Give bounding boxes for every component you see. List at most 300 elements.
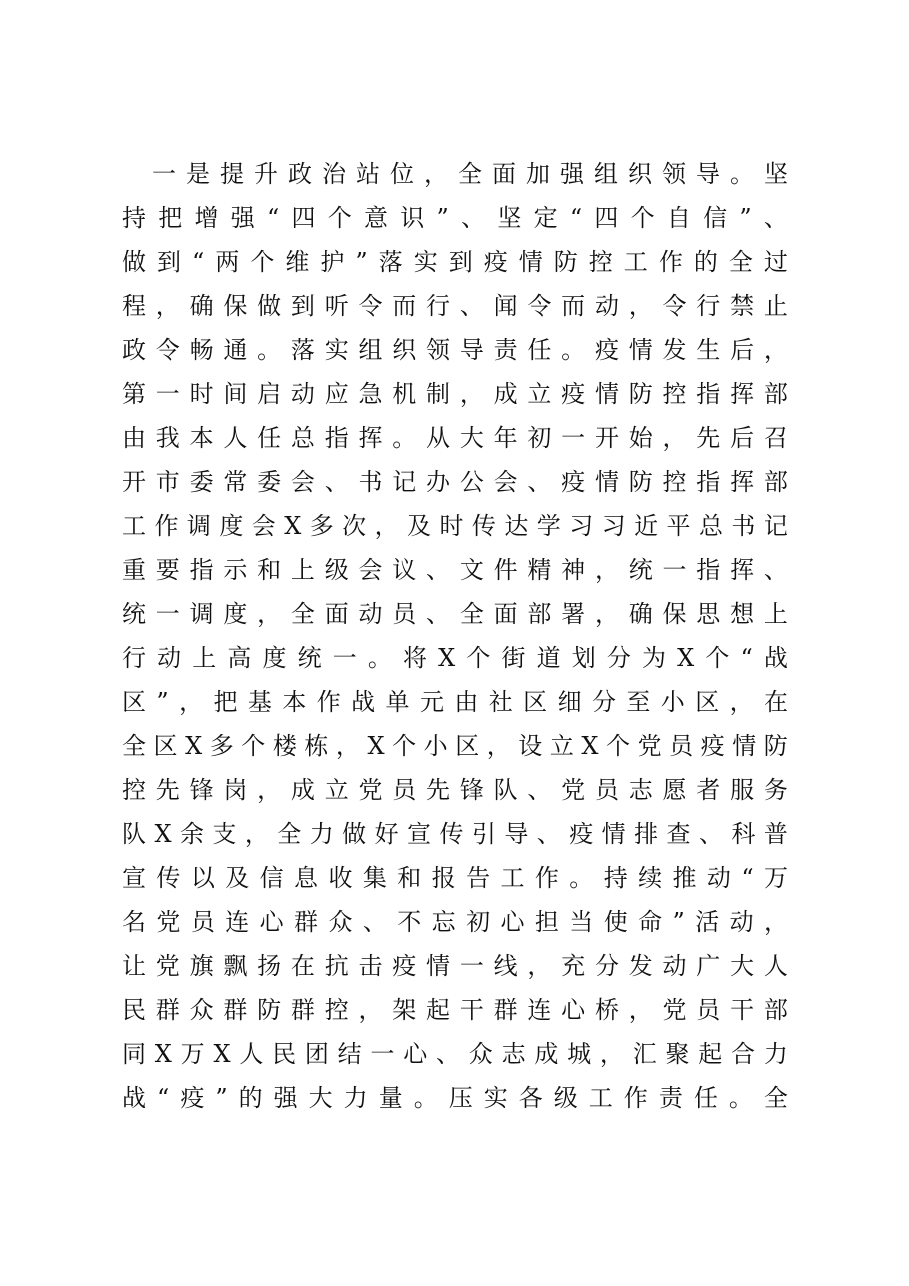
text-glyph: 市 (155, 468, 180, 496)
text-glyph: 个 (466, 644, 491, 672)
text-glyph: 情 (628, 336, 653, 364)
text-glyph: 导 (504, 820, 529, 848)
text-glyph: 干 (730, 996, 755, 1024)
text-glyph: 挥 (730, 380, 755, 408)
text-glyph: 志 (501, 1040, 526, 1068)
text-glyph: 作 (316, 688, 341, 716)
text-glyph: 的 (693, 248, 718, 276)
text-glyph: 扬 (257, 952, 282, 980)
text-glyph: 工 (623, 248, 648, 276)
text-glyph: 后 (730, 424, 755, 452)
text-glyph: ， (179, 688, 204, 716)
paragraph-line (122, 680, 788, 724)
text-glyph: 会 (290, 468, 315, 496)
text-glyph: X (154, 1040, 172, 1068)
text-glyph: 指 (696, 468, 721, 496)
text-glyph: 众 (468, 1040, 493, 1068)
text-glyph: 当 (569, 908, 594, 936)
text-glyph: 疫 (561, 380, 586, 408)
text-glyph: 面 (492, 160, 516, 188)
text-glyph: 一 (561, 424, 586, 452)
text-glyph: 挥 (730, 468, 755, 496)
text-glyph: 令 (662, 292, 687, 320)
text-glyph: 细 (557, 688, 582, 716)
text-glyph: 禁 (730, 292, 755, 320)
text-glyph: 位 (390, 160, 414, 188)
text-glyph: 起 (698, 1040, 723, 1068)
text-glyph: 、 (459, 292, 484, 320)
text-glyph: 服 (730, 776, 755, 804)
text-glyph: 召 (763, 424, 788, 452)
text-glyph: 大 (730, 952, 755, 980)
text-glyph: 调 (189, 600, 214, 628)
text-glyph: 急 (358, 380, 383, 408)
text-glyph: 桥 (594, 996, 619, 1024)
text-glyph: 作 (623, 1084, 648, 1112)
text-glyph: 任 (527, 336, 552, 364)
text-glyph: 党 (155, 952, 180, 980)
text-glyph: ” (672, 908, 685, 936)
text-glyph: “ (740, 644, 753, 672)
text-glyph: ” (215, 1084, 228, 1112)
text-glyph: ， (763, 336, 788, 364)
text-glyph: 是 (186, 160, 210, 188)
text-glyph: 近 (634, 512, 659, 540)
text-glyph: 疫 (561, 468, 586, 496)
text-glyph: 行 (122, 644, 146, 672)
text-glyph: 员 (392, 600, 417, 628)
text-glyph: 情 (732, 732, 757, 760)
text-glyph: 区 (122, 688, 146, 716)
text-glyph: 一 (152, 160, 176, 188)
text-glyph: 先 (696, 424, 721, 452)
text-glyph: 实 (483, 1084, 508, 1112)
text-glyph: 多 (309, 512, 334, 540)
text-glyph: 度 (223, 600, 248, 628)
text-glyph: 疫 (594, 336, 619, 364)
text-glyph: 织 (392, 336, 417, 364)
text-glyph: 始 (628, 424, 653, 452)
text-glyph: 信 (259, 864, 284, 892)
text-glyph: 基 (247, 688, 272, 716)
text-glyph: 愿 (662, 776, 687, 804)
text-glyph: 总 (698, 512, 723, 540)
text-glyph: 部 (763, 996, 788, 1024)
text-glyph: 站 (356, 160, 380, 188)
text-glyph: 连 (225, 908, 250, 936)
text-glyph: 想 (730, 600, 755, 628)
text-glyph: 群 (294, 908, 319, 936)
text-glyph: 岗 (223, 776, 248, 804)
text-glyph: 控 (122, 776, 146, 804)
text-glyph: 栋 (304, 732, 329, 760)
text-glyph: ， (374, 512, 399, 540)
text-glyph: 战 (122, 1084, 146, 1112)
paragraph-line (122, 724, 788, 768)
text-glyph: 令 (527, 292, 552, 320)
text-glyph: 分 (591, 688, 616, 716)
text-glyph: 本 (282, 688, 307, 716)
text-glyph: 心 (259, 908, 284, 936)
text-glyph: 击 (358, 952, 383, 980)
text-glyph: 力 (309, 820, 334, 848)
paragraph-line (122, 196, 788, 240)
text-glyph: 全 (277, 820, 302, 848)
text-glyph: 。 (413, 1084, 438, 1112)
text-glyph: 责 (493, 336, 518, 364)
text-glyph: 防 (763, 732, 788, 760)
text-glyph: 至 (626, 688, 651, 716)
text-glyph: 达 (504, 512, 529, 540)
text-glyph: 各 (518, 1084, 543, 1112)
text-glyph: 员 (594, 776, 619, 804)
text-glyph: 四 (291, 204, 316, 232)
text-glyph: 志 (628, 776, 653, 804)
text-glyph: 党 (662, 996, 687, 1024)
text-glyph: 保 (662, 600, 687, 628)
text-glyph: 续 (638, 864, 663, 892)
text-glyph: 。 (367, 644, 392, 672)
text-glyph: 民 (122, 996, 146, 1024)
text-glyph: 高 (227, 644, 252, 672)
text-glyph: 、 (324, 468, 349, 496)
text-glyph: 年 (493, 424, 518, 452)
text-glyph: ， (594, 556, 619, 584)
text-glyph: 传 (471, 512, 496, 540)
text-glyph: 告 (466, 864, 491, 892)
text-glyph: 。 (569, 864, 594, 892)
text-glyph: ， (335, 732, 360, 760)
text-glyph: 动 (290, 380, 315, 408)
paragraph-line (122, 1076, 788, 1120)
text-glyph: 动 (358, 600, 383, 628)
text-glyph: ， (459, 380, 484, 408)
text-glyph: 动 (594, 292, 619, 320)
text-glyph: 确 (189, 292, 214, 320)
text-glyph: 汇 (632, 1040, 657, 1068)
paragraph-line (122, 592, 788, 636)
text-glyph: 在 (764, 688, 788, 716)
text-glyph: 、 (362, 908, 387, 936)
text-glyph: 护 (320, 248, 345, 276)
text-glyph: 工 (500, 864, 525, 892)
text-glyph: 先 (426, 776, 451, 804)
text-glyph: 防 (628, 380, 653, 408)
text-glyph: 分 (606, 644, 631, 672)
text-glyph: 到 (448, 248, 473, 276)
text-glyph: 升 (254, 160, 278, 188)
paragraph-line (122, 240, 788, 284)
text-glyph: 广 (696, 952, 721, 980)
text-glyph: 次 (342, 512, 367, 540)
text-glyph: 控 (588, 248, 613, 276)
text-glyph: 到 (290, 292, 315, 320)
text-glyph: 人 (763, 952, 788, 980)
text-glyph: 而 (392, 292, 417, 320)
text-glyph: 大 (459, 424, 484, 452)
text-glyph: 控 (662, 380, 687, 408)
text-glyph: 启 (257, 380, 282, 408)
text-glyph: 办 (426, 468, 451, 496)
text-glyph: 令 (358, 292, 383, 320)
text-glyph: ” (739, 204, 752, 232)
text-glyph: 、 (426, 556, 451, 584)
text-glyph: 员 (669, 732, 694, 760)
text-glyph: ， (244, 820, 269, 848)
text-glyph: ， (257, 600, 282, 628)
text-glyph: 指 (324, 424, 349, 452)
text-glyph: 个 (630, 204, 655, 232)
text-glyph: 动 (729, 908, 754, 936)
text-glyph: 统 (122, 600, 146, 628)
text-glyph: 自 (666, 204, 691, 232)
text-glyph: 防 (257, 996, 282, 1024)
text-glyph: ” (156, 688, 169, 716)
text-glyph: 从 (426, 424, 451, 452)
text-glyph: 楼 (272, 732, 297, 760)
text-glyph: 人 (239, 1040, 264, 1068)
text-glyph: 战 (763, 644, 788, 672)
text-glyph: “ (192, 248, 205, 276)
text-glyph: 员 (696, 996, 721, 1024)
text-glyph: 习 (601, 512, 626, 540)
paragraph-line (122, 504, 788, 548)
text-glyph: ， (155, 292, 180, 320)
text-glyph: “ (569, 204, 583, 232)
text-glyph: 落 (290, 336, 315, 364)
text-glyph: 立 (549, 732, 574, 760)
text-glyph: 持 (122, 204, 146, 232)
text-glyph: 强 (230, 204, 255, 232)
text-glyph: 队 (493, 776, 518, 804)
text-glyph: 党 (358, 776, 383, 804)
text-glyph: 心 (500, 908, 525, 936)
text-glyph: 党 (561, 776, 586, 804)
text-glyph: ， (594, 600, 619, 628)
text-glyph: ， (662, 424, 687, 452)
text-glyph: ， (599, 1040, 624, 1068)
text-glyph: 部 (763, 468, 788, 496)
text-glyph: 动 (157, 644, 182, 672)
text-glyph: 动 (706, 864, 731, 892)
text-glyph: 坚 (764, 160, 788, 188)
paragraph-line (122, 1032, 788, 1076)
text-glyph: 个 (250, 248, 275, 276)
text-glyph: 引 (471, 820, 496, 848)
text-glyph: 忘 (431, 908, 456, 936)
text-glyph: 单 (385, 688, 410, 716)
text-glyph: 一 (370, 1040, 395, 1068)
text-glyph: 组 (594, 160, 618, 188)
text-glyph: 统 (297, 644, 322, 672)
text-glyph: 强 (560, 160, 584, 188)
text-glyph: “ (157, 1084, 170, 1112)
paragraph-line (122, 988, 788, 1032)
text-glyph: 力 (763, 1040, 788, 1068)
text-glyph: 议 (392, 556, 417, 584)
text-glyph: ， (729, 688, 754, 716)
text-glyph: 止 (763, 292, 788, 320)
text-glyph: 群 (155, 996, 180, 1024)
text-glyph: 持 (603, 864, 628, 892)
text-glyph: 防 (628, 468, 653, 496)
text-glyph: 工 (588, 1084, 613, 1112)
text-glyph: 线 (493, 952, 518, 980)
text-glyph: 书 (731, 512, 756, 540)
text-glyph: 余 (179, 820, 204, 848)
text-glyph: 任 (693, 1084, 718, 1112)
paragraph-line (122, 856, 788, 900)
text-glyph: 不 (397, 908, 422, 936)
text-glyph: 分 (594, 952, 619, 980)
text-glyph: 和 (397, 864, 422, 892)
text-glyph: 一 (662, 556, 687, 584)
text-glyph: 万 (764, 864, 788, 892)
text-glyph: 连 (527, 996, 552, 1024)
text-glyph: 级 (324, 556, 349, 584)
text-glyph: 和 (257, 556, 282, 584)
text-glyph: 过 (763, 248, 788, 276)
text-glyph: 令 (155, 336, 180, 364)
text-glyph: 生 (696, 336, 721, 364)
text-glyph: 织 (628, 160, 652, 188)
text-glyph: 立 (324, 776, 349, 804)
text-glyph: 作 (534, 864, 559, 892)
text-glyph: 强 (273, 1084, 298, 1112)
text-glyph: 员 (190, 908, 215, 936)
text-glyph: 统 (628, 556, 653, 584)
text-glyph: 到 (157, 248, 182, 276)
text-glyph: 全 (290, 600, 315, 628)
text-glyph: 度 (219, 512, 244, 540)
text-glyph: 群 (493, 996, 518, 1024)
paragraph-line (122, 372, 788, 416)
text-glyph: 同 (122, 1040, 146, 1068)
text-glyph: 神 (561, 556, 586, 584)
text-glyph: 。 (730, 160, 754, 188)
text-glyph: 做 (257, 292, 282, 320)
text-glyph: 领 (426, 336, 451, 364)
text-glyph: 由 (454, 688, 479, 716)
text-glyph: 会 (251, 512, 276, 540)
text-glyph: 确 (628, 600, 653, 628)
text-glyph: 万 (180, 1040, 205, 1068)
text-glyph: 要 (155, 556, 180, 584)
text-glyph: 全 (122, 732, 146, 760)
text-glyph: 加 (526, 160, 550, 188)
text-glyph: 本 (189, 424, 214, 452)
text-glyph: 员 (392, 776, 417, 804)
text-glyph: 后 (730, 336, 755, 364)
text-glyph: 把 (213, 688, 238, 716)
text-glyph: 度 (262, 644, 287, 672)
text-glyph: 全 (763, 1084, 788, 1112)
text-glyph: 小 (423, 732, 448, 760)
text-glyph: 将 (403, 644, 427, 672)
text-glyph: 上 (192, 644, 217, 672)
text-glyph: 常 (223, 468, 248, 496)
text-glyph: 团 (304, 1040, 329, 1068)
text-glyph: 全 (459, 600, 484, 628)
text-glyph: 思 (696, 600, 721, 628)
text-glyph: 区 (695, 688, 720, 716)
text-glyph: ， (628, 292, 653, 320)
text-glyph: 行 (696, 292, 721, 320)
text-glyph: 组 (358, 336, 383, 364)
text-glyph: “ (267, 204, 280, 232)
text-glyph: 一 (155, 600, 180, 628)
text-glyph: 名 (122, 908, 146, 936)
text-glyph: 民 (272, 1040, 297, 1068)
text-glyph: 众 (328, 908, 353, 936)
text-glyph: X (154, 820, 172, 848)
text-glyph: 增 (194, 204, 219, 232)
text-glyph: 区 (455, 732, 480, 760)
text-glyph: 部 (763, 380, 788, 408)
text-glyph: 成 (493, 380, 518, 408)
text-glyph: 指 (696, 556, 721, 584)
text-glyph: 会 (358, 556, 383, 584)
text-glyph: 党 (156, 908, 181, 936)
text-glyph: 公 (459, 468, 484, 496)
text-glyph: 社 (488, 688, 513, 716)
text-glyph: 导 (459, 336, 484, 364)
text-glyph: 学 (536, 512, 561, 540)
text-glyph: 宣 (122, 864, 146, 892)
text-glyph: 情 (594, 380, 619, 408)
text-glyph: 。 (392, 424, 417, 452)
text-glyph: ， (628, 996, 653, 1024)
text-glyph: 聚 (665, 1040, 690, 1068)
text-glyph: 情 (594, 468, 619, 496)
text-glyph: ， (424, 160, 448, 188)
text-glyph: 记 (763, 512, 788, 540)
text-glyph: 起 (426, 996, 451, 1024)
text-glyph: 疫 (180, 1084, 205, 1112)
text-glyph: 提 (220, 160, 244, 188)
text-glyph: 发 (662, 336, 687, 364)
text-glyph: 力 (343, 1084, 368, 1112)
text-glyph: 活 (695, 908, 720, 936)
text-glyph: 道 (536, 644, 561, 672)
text-glyph: 部 (527, 600, 552, 628)
text-glyph: 人 (223, 424, 248, 452)
text-glyph: 情 (518, 248, 543, 276)
text-glyph: ， (257, 776, 282, 804)
text-glyph: 收 (328, 864, 353, 892)
text-glyph: 锋 (459, 776, 484, 804)
text-glyph: 一 (155, 380, 180, 408)
text-glyph: 意 (364, 204, 389, 232)
text-glyph: 件 (493, 556, 518, 584)
text-glyph: 领 (662, 160, 686, 188)
text-glyph: 挥 (358, 424, 383, 452)
text-glyph: 命 (638, 908, 663, 936)
text-glyph: 时 (439, 512, 464, 540)
text-glyph: 政 (122, 336, 146, 364)
text-glyph: 个 (606, 732, 631, 760)
paragraph-line (122, 900, 788, 944)
text-glyph: 两 (215, 248, 240, 276)
text-glyph: 队 (122, 820, 146, 848)
text-glyph: ， (527, 952, 552, 980)
text-glyph: 坚 (497, 204, 522, 232)
paragraph-line (122, 152, 788, 196)
text-glyph: 排 (634, 820, 659, 848)
text-glyph: 传 (156, 864, 181, 892)
text-glyph: 指 (696, 380, 721, 408)
text-glyph: 在 (290, 952, 315, 980)
